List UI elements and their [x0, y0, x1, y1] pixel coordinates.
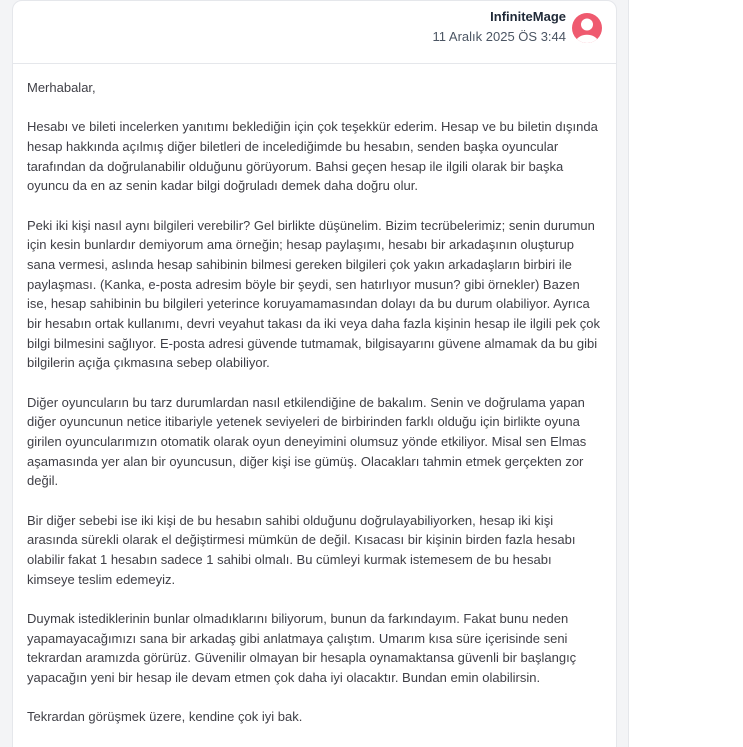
- user-avatar-icon: [572, 13, 602, 43]
- message-paragraph: Peki iki kişi nasıl aynı bilgileri verebilir? Gel birlikte düşünelim. Bizim tecrübelerimiz; senin durumun için kesin bunlardır demiyorum ama örneğin; hesap paylaşımı, hesabı bir arkadaşının oluşturup sana vermesi, aslında hesap sahibinin bilmesi gereken bilgileri çok yakın arkadaşların birbiri ile paylaşması. (Kanka, e-posta adresim böyle bir şeydi, sen hatırlıyor musun? gibi örnekler) Bazen ise, hesap sahibinin bu bilgileri yeterince koruyamamasından dolayı da bu durum olabiliyor. Ayrıca bir hesabın ortak kullanımı, devri veyahut takası da iki veya daha fazla kişinin hesap ile ilgili pek çok bilgi bilmesini sağlıyor. E-posta adresi güvende tutmamak, bilgisayarını güvene almamak da bu gibi bilgilerin açığa çıkmasına sebep olabiliyor.: [27, 217, 601, 371]
- post-date: 11 Aralık 2025 ÖS 3:44: [432, 29, 566, 44]
- message-paragraph: Hesabı ve bileti incelerken yanıtımı beklediğin için çok teşekkür ederim. Hesap ve bu biletin dışında hesap hakkında açılmış diğer biletleri de incelediğimde bu hesabın, senden başka oyuncular tarafından da doğrulanabilir olduğunu görüyorum. Bahsi geçen hesap ile ilgili olarak bir başka oyuncu da en az senin kadar bilgi doğruladı demek daha doğru olur.: [27, 119, 598, 194]
- message-paragraph: Duymak istediklerinin bunlar olmadıklarını biliyorum, bunun da farkındayım. Fakat bunu neden yapamayacağımızı sana bir arkadaş gibi anlatmaya çalıştım. Umarım kısa süre içerisinde seni tekrardan aramızda görürüz. Güvenilir olmayan bir hesapla oynamaktansa güvenli bir başlangıç yapacağın yeni bir hesap ile devam etmen çok daha iyi olacaktır. Bundan emin olabilirsin.: [27, 610, 577, 686]
- message-paragraph: Bir diğer sebebi ise iki kişi de bu hesabın sahibi olduğunu doğrulayabiliyorken, hesap iki kişi arasında sürekli olarak el değiştirmesi mümkün de değil. Kısacası bir kişinin birden fazla hesabı olabilir fakat 1 hesabın sadece 1 sahibi olmalı. Bu cümleyi kurmak istemesem de bu hesabı kimseye teslim edemeyiz.: [27, 512, 576, 587]
- author-name: InfiniteMage: [490, 9, 566, 24]
- message-paragraph: Diğer oyuncuların bu tarz durumlardan nasıl etkilendiğine de bakalım. Senin ve doğrulama yapan diğer oyuncunun netice itibariyle yetenek seviyeleri de birbirinden farklı olduğu için birlikte oyuna girilen oyuncularımızın otomatik olarak oyun deneyimini olumsuz yönde etkiliyor. Misal sen Elmas aşamasında yer alan bir oyuncusun, diğer kişi ise gümüş. Olacakları tahmin etmek gerçekten zor değil.: [27, 394, 587, 489]
- side-panel: [628, 0, 743, 747]
- message-body: [13, 64, 616, 727]
- message-paragraph-greeting: Merhabalar,: [27, 80, 96, 95]
- message-paragraph-closing: Tekrardan görüşmek üzere, kendine çok iyi bak.: [27, 709, 303, 725]
- ticket-message-card: [12, 0, 617, 747]
- message-header: [13, 1, 616, 64]
- author-block: [433, 9, 566, 45]
